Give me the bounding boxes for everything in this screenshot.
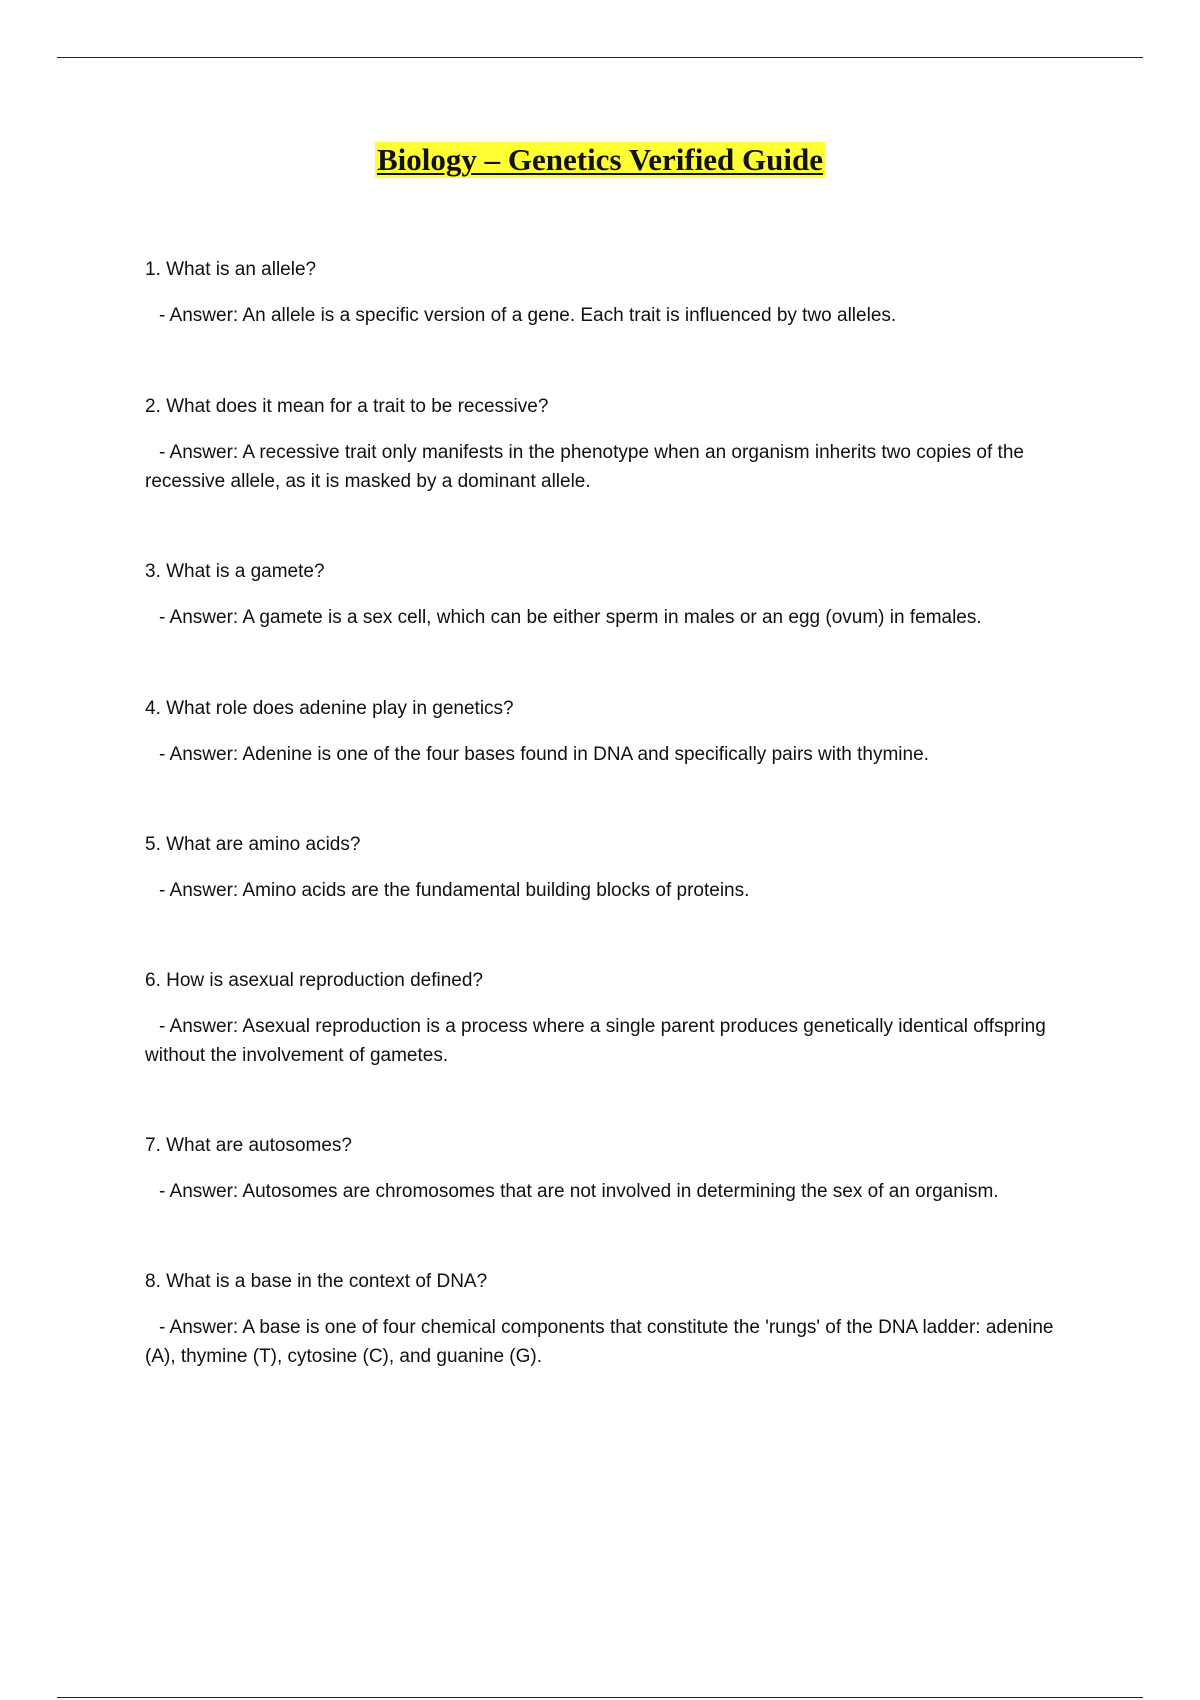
answer-4: - Answer: Adenine is one of the four bases found in DNA and specifically pairs with thymine. [159, 744, 929, 765]
question-6: 6. How is asexual reproduction defined? [145, 970, 483, 991]
answer-8: - Answer: A base is one of four chemical components that constitute the 'rungs' of the DNA ladder: adenine (A), thymine (T), cytosine (C), and guanine (G). [145, 1317, 1054, 1367]
answer-5: - Answer: Amino acids are the fundamental building blocks of proteins. [159, 880, 750, 901]
qa-item-3 [145, 557, 1075, 632]
answer-6: - Answer: Asexual reproduction is a process where a single parent produces genetically identical offspring without the involvement of gametes. [145, 1016, 1046, 1066]
question-1: 1. What is an allele? [145, 259, 317, 280]
question-3: 3. What is a gamete? [145, 561, 325, 582]
page-title: Biology – Genetics Verified Guide [376, 142, 824, 177]
qa-item-6 [145, 966, 1075, 1070]
question-7: 7. What are autosomes? [145, 1135, 352, 1156]
qa-item-7 [145, 1131, 1075, 1206]
top-rule [57, 57, 1143, 58]
bottom-rule [57, 1697, 1143, 1698]
qa-item-2 [145, 392, 1075, 496]
answer-3: - Answer: A gamete is a sex cell, which can be either sperm in males or an egg (ovum) in females. [159, 607, 982, 628]
question-8: 8. What is a base in the context of DNA? [145, 1271, 488, 1292]
qa-item-1 [145, 255, 1075, 330]
answer-1: - Answer: An allele is a specific version of a gene. Each trait is influenced by two alleles. [159, 305, 897, 326]
qa-item-8 [145, 1267, 1075, 1371]
question-4: 4. What role does adenine play in genetics? [145, 698, 514, 719]
title-container [0, 142, 1200, 178]
question-2: 2. What does it mean for a trait to be recessive? [145, 396, 549, 417]
qa-item-4 [145, 694, 1075, 769]
answer-2: - Answer: A recessive trait only manifests in the phenotype when an organism inherits two copies of the recessive allele, as it is masked by a dominant allele. [145, 442, 1024, 492]
question-5: 5. What are amino acids? [145, 834, 361, 855]
qa-item-5 [145, 830, 1075, 905]
answer-7: - Answer: Autosomes are chromosomes that are not involved in determining the sex of an organism. [159, 1181, 999, 1202]
